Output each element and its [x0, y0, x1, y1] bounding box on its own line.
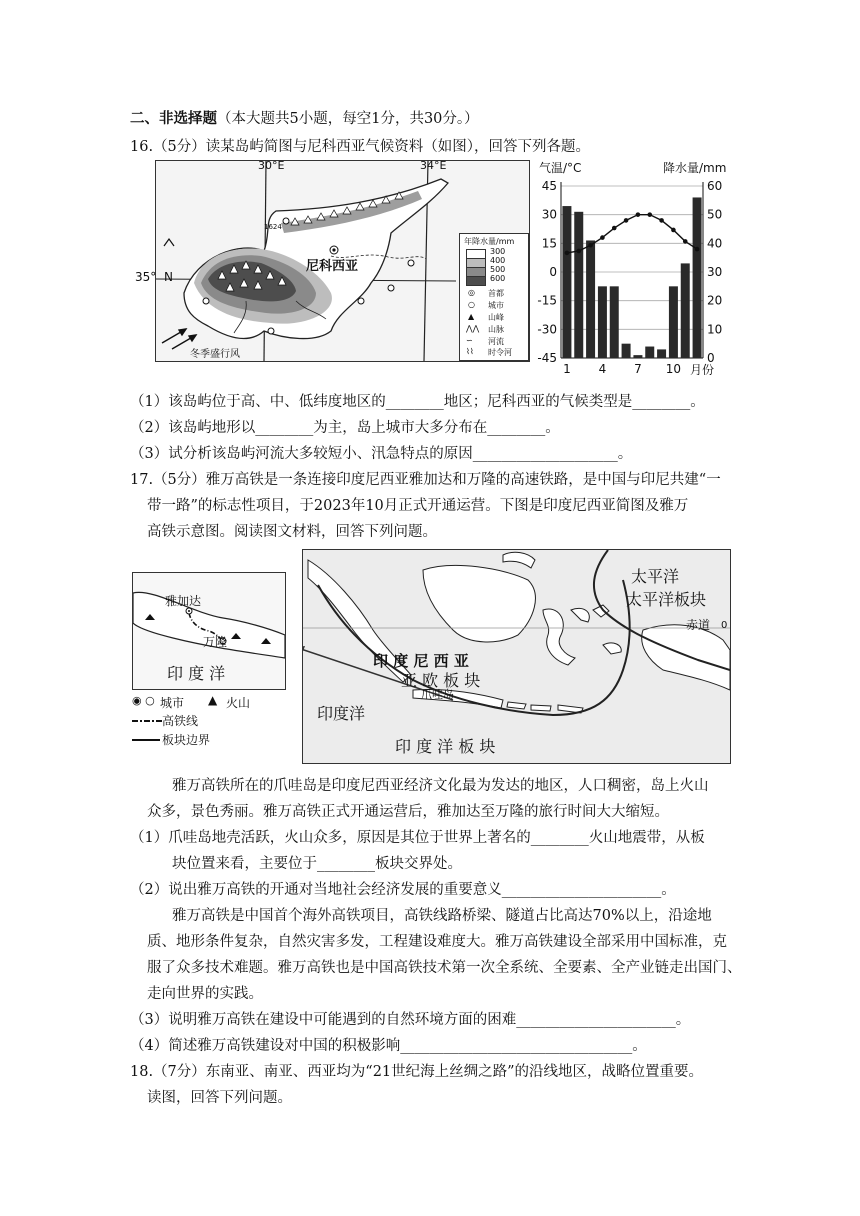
temp-point: [695, 247, 700, 252]
legend-plate-text: 板块边界: [162, 733, 211, 747]
q17-para2-line3: 服了众多技术难题。雅万高铁也是中国高铁技术第一次全系统、全要素、全产业链走出国门、: [147, 960, 742, 976]
temp-tick-label: 0: [549, 265, 557, 279]
pacific-ocean-label: 太平洋: [631, 567, 680, 586]
indonesia-map: [302, 549, 731, 764]
precip-axis-label: 降水量/mm: [663, 161, 727, 175]
precip-tick-label: 60: [707, 179, 723, 193]
precip-tick-label: 50: [707, 207, 723, 222]
precip-tick-label: 0: [707, 351, 715, 365]
temp-tick-label: -45: [537, 351, 557, 365]
seasonal-river-symbol-icon: ⌇⌇: [466, 347, 474, 356]
java-inset-map: [132, 572, 286, 690]
legend-mountain: 山脉: [488, 325, 504, 334]
city-symbol-icon: ○: [468, 300, 475, 309]
indian-plate-label: 印 度 洋 板 块: [395, 737, 496, 756]
temp-point: [624, 218, 629, 223]
precip-bar: [610, 286, 619, 358]
legend-peak: 山峰: [488, 313, 504, 322]
month-tick-label: 4: [598, 362, 607, 376]
q17-sub1-line2: 块位置来看，主要位于________板块交界处。: [172, 856, 462, 872]
volcano-legend-icon: ▲: [208, 693, 218, 707]
q17-stem-line2: 带一路”的标志性项目，于2023年10月正式开通运营。下图是印度尼西亚简图及雅万: [147, 498, 689, 514]
precip-tick-label: 10: [707, 322, 723, 337]
legend-city-text: 城市: [160, 696, 185, 710]
temp-line: [567, 215, 697, 253]
temp-point: [565, 251, 570, 256]
q17-stem-line1: 17.（5分）雅万高铁是一条连接印度尼西亚雅加达和万隆的高速铁路，是中国与印尼共建“一: [130, 472, 721, 488]
temp-point: [636, 212, 641, 217]
q16-stem: 16.（5分）读某岛屿简图与尼科西亚气候资料（如图），回答下列各题。: [130, 139, 591, 155]
precip-bar: [622, 344, 631, 358]
legend-level-600: 600: [490, 274, 506, 283]
climate-chart: [533, 158, 733, 383]
equator-label: 赤道: [686, 618, 711, 632]
q16-sub3: （3）试分析该岛屿河流大多较短小、汛急特点的原因____________________。: [130, 446, 633, 462]
legend-swatch-600: [466, 276, 486, 286]
mountain-symbol-icon: ⋀⋀: [466, 324, 480, 333]
precip-legend: [459, 233, 529, 361]
north-label: N: [164, 270, 173, 284]
lon-30-label: 30°E: [258, 159, 285, 172]
wind-label: 冬季盛行风: [190, 349, 240, 360]
precip-bar: [562, 206, 571, 358]
q17-sub4: （4）简述雅万高铁建设对中国的积极影响________________________________。: [130, 1038, 647, 1054]
q17-stem-line3: 高铁示意图。阅读图文材料，回答下列问题。: [147, 524, 437, 540]
pacific-plate-label: 太平洋板块: [626, 590, 707, 609]
temp-point: [612, 226, 617, 231]
legend-level-300: 300: [490, 247, 506, 256]
precip-tick-label: 20: [707, 293, 723, 308]
indonesia-label: 印 度 尼 西 亚: [373, 652, 469, 670]
precip-tick-label: 30: [707, 265, 723, 279]
climate-chart-svg: [533, 158, 733, 383]
q17-para2-line1: 雅万高铁是中国首个海外高铁项目，高铁线路桥梁、隧道占比高达70%以上，沿途地: [172, 908, 712, 924]
q17-sub3: （3）说明雅万高铁在建设中可能遇到的自然环境方面的困难______________________。: [130, 1012, 691, 1028]
bandung-label: 万隆: [203, 635, 228, 649]
jakarta-label: 雅加达: [165, 594, 202, 608]
precip-bar: [633, 355, 642, 358]
q17-para1-line1: 雅万高铁所在的爪哇岛是印度尼西亚经济文化最为发达的地区，人口稠密，岛上火山: [172, 778, 709, 794]
rail-legend-icon: [132, 716, 162, 726]
capital-symbol-icon: ◎: [468, 288, 475, 297]
q17-para2-line4: 走向世界的实践。: [147, 986, 263, 1002]
inset-ocean-label: 印 度 洋: [167, 664, 226, 683]
lon-34-label: 34°E: [420, 159, 447, 172]
section-note: （本大题共5小题，每空1分，共30分。）: [217, 111, 479, 127]
legend-capital: 首都: [488, 289, 504, 298]
temp-point: [659, 218, 664, 223]
precip-bar: [645, 347, 654, 358]
legend-seasonal-river: 时令河: [488, 348, 512, 357]
precip-tick-label: 40: [707, 236, 723, 251]
city-legend-icon: ◉ ○: [132, 694, 155, 707]
q18-stem-line1: 18.（7分）东南亚、南亚、西亚均为“21世纪海上丝绸之路”的沿线地区，战略位置重要。: [130, 1064, 704, 1080]
nicosia-label: 尼科西亚: [306, 259, 359, 274]
eurasian-plate-label: 亚 欧 板 块: [401, 671, 481, 690]
precip-bar: [657, 349, 666, 358]
lat-35-label: 35°: [135, 270, 157, 284]
precip-bar: [574, 212, 583, 358]
temp-tick-label: 30: [541, 207, 557, 222]
month-unit-label: 月份: [690, 363, 715, 377]
legend-level-400: 400: [490, 256, 506, 265]
temp-tick-label: 15: [541, 236, 557, 251]
month-tick-label: 10: [665, 362, 682, 376]
q17-sub2: （2）说出雅万高铁的开通对当地社会经济发展的重要意义______________________。: [130, 882, 676, 898]
legend-river: 河流: [488, 337, 504, 346]
java-island-label: 爪哇岛: [421, 688, 454, 701]
legend-level-500: 500: [490, 265, 506, 274]
temp-point: [671, 228, 676, 233]
peak-symbol-icon: ▲: [468, 312, 475, 321]
q17-sub1-line1: （1）爪哇岛地壳活跃，火山众多，原因是其位于世界上著名的________火山地震带，从板: [130, 830, 705, 846]
legend-title: 年降水量/mm: [464, 237, 515, 246]
q17-para1-line2: 众多，景色秀丽。雅万高铁正式开通运营后，雅加达至万隆的旅行时间大大缩短。: [147, 804, 669, 820]
equator-zero-label: 0: [721, 620, 728, 631]
legend-rail-text: 高铁线: [162, 714, 199, 728]
precip-bar: [693, 197, 702, 358]
legend-city: 城市: [488, 301, 504, 310]
temp-axis-label: 气温/°C: [539, 161, 582, 175]
plate-boundary-legend-icon: [132, 735, 162, 745]
precip-bar: [681, 263, 690, 358]
month-tick-label: 7: [634, 362, 642, 376]
month-tick-label: 1: [563, 362, 571, 376]
precip-bar: [586, 240, 595, 358]
precip-bar: [669, 286, 678, 358]
temp-tick-label: -15: [537, 293, 557, 308]
temp-point: [683, 239, 688, 244]
temp-point: [588, 243, 593, 248]
temp-point: [600, 235, 605, 240]
q17-para2-line2: 质、地形条件复杂，自然灾害多发，工程建设难度大。雅万高铁建设全部采用中国标准，克: [147, 934, 727, 950]
q18-stem-line2: 读图，回答下列问题。: [147, 1090, 292, 1106]
river-symbol-icon: ∽: [466, 336, 473, 345]
indian-ocean-label: 印度洋: [317, 704, 366, 723]
temp-point: [576, 249, 581, 254]
temp-tick-label: 45: [541, 179, 557, 193]
legend-volcano-text: 火山: [226, 696, 251, 710]
peak-elevation: 1624: [264, 223, 282, 231]
inset-legend: [132, 694, 292, 756]
island-map: [135, 159, 530, 362]
section-title: 二、非选择题: [130, 110, 217, 127]
section-header: [130, 107, 479, 128]
q16-sub1: （1）该岛屿位于高、中、低纬度地区的________地区；尼科西亚的气候类型是________。: [130, 394, 705, 410]
precip-bar: [598, 286, 607, 358]
temp-tick-label: -30: [537, 322, 557, 337]
q16-sub2: （2）该岛屿地形以________为主，岛上城市大多分布在________。: [130, 420, 560, 436]
temp-point: [647, 212, 652, 217]
